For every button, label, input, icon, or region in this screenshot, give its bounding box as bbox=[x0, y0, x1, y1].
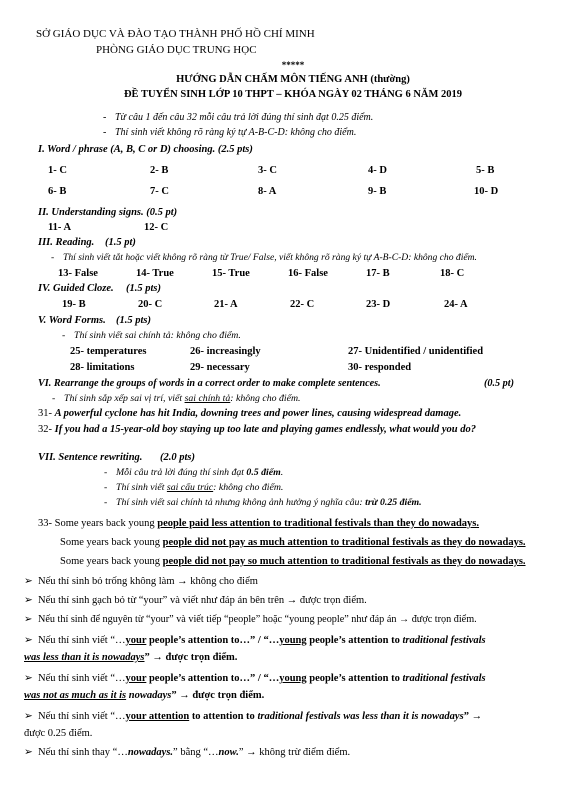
section-points: (0.5 pt) bbox=[484, 378, 514, 389]
answer-item: 6- B bbox=[48, 186, 67, 197]
section-heading: VI. Rearrange the groups of words in a correct order to make complete sentences. bbox=[38, 378, 381, 389]
department-line1: SỞ GIÁO DỤC VÀ ĐÀO TẠO THÀNH PHỐ HỒ CHÍ MINH bbox=[36, 28, 315, 40]
grading-rule: ➢ Nếu thí sinh bỏ trống không làm → không cho điểm bbox=[24, 576, 258, 587]
answer-item: 25- temperatures bbox=[70, 346, 147, 357]
answer-item: 4- D bbox=[368, 165, 387, 176]
section-heading: I. Word / phrase (A, B, C or D) choosing. (2.5 pts) bbox=[38, 144, 253, 155]
answer-item: 12- C bbox=[144, 222, 169, 233]
answer-31: 31- A powerful cyclone has hit India, downing trees and power lines, causing widespread damage. bbox=[38, 408, 462, 419]
section-heading: III. Reading. bbox=[38, 237, 95, 248]
answer-item: 24- A bbox=[444, 299, 468, 310]
arrow-bullet-icon: ➢ bbox=[24, 635, 33, 646]
section-note: - Thí sinh viết sai chính tả: không cho điểm. bbox=[74, 330, 241, 341]
answer-item: 21- A bbox=[214, 299, 238, 310]
answer-33-option: Some years back young people did not pay so much attention to traditional festivals as they do nowadays. bbox=[60, 556, 526, 567]
answer-item: 10- D bbox=[474, 186, 499, 197]
section-points: (1.5 pts) bbox=[126, 283, 161, 294]
section-note: - Thí sinh viết sai chính tả nhưng không ảnh hưởng ý nghĩa câu: trừ 0.25 điểm. bbox=[116, 497, 422, 508]
answer-item: 5- B bbox=[476, 165, 495, 176]
answer-item: 8- A bbox=[258, 186, 277, 197]
section-note: - Thí sinh viết tắt hoặc viết không rõ ràng từ True/ False, viết không rõ ràng ký tự A-B-C-D: không cho điểm. bbox=[63, 252, 477, 263]
section-points: (1.5 pts) bbox=[116, 315, 151, 326]
answer-item: 9- B bbox=[368, 186, 387, 197]
section-note: - Mỗi câu trả lời đúng thí sinh đạt 0.5 điểm. bbox=[116, 467, 283, 478]
answer-item: 29- necessary bbox=[190, 362, 250, 373]
document-title: HƯỚNG DẪN CHẤM MÔN TIẾNG ANH (thường) bbox=[176, 74, 410, 85]
answer-item: 23- D bbox=[366, 299, 391, 310]
grading-rule: ➢ Nếu thí sinh viết “…your people’s attention to…” / “…young people’s attention to traditional festivals was not as much as it is nowadays” → được trọn điểm. bbox=[38, 670, 558, 704]
arrow-bullet-icon: ➢ bbox=[24, 595, 33, 606]
answer-item: 1- C bbox=[48, 165, 67, 176]
answer-item: 17- B bbox=[366, 268, 390, 279]
answer-item: 11- A bbox=[48, 222, 72, 233]
section-points: (1.5 pt) bbox=[105, 237, 136, 248]
answer-item: 20- C bbox=[138, 299, 163, 310]
answer-item: 27- Unidentified / unidentified bbox=[348, 346, 484, 357]
answer-item: 16- False bbox=[288, 268, 328, 279]
answer-item: 28- limitations bbox=[70, 362, 135, 373]
section-points: (2.0 pts) bbox=[160, 452, 195, 463]
arrow-bullet-icon: ➢ bbox=[24, 747, 33, 758]
grading-rule: ➢ Nếu thí sinh viết “…your people’s attention to…” / “…young people’s attention to traditional festivals was less than it is nowadays” → được trọn điểm. bbox=[38, 632, 558, 666]
answer-item: 3- C bbox=[258, 165, 277, 176]
intro-note: - Từ câu 1 đến câu 32 mỗi câu trả lời đúng thí sinh đạt 0.25 điểm. bbox=[115, 112, 373, 123]
grading-rule: ➢ Nếu thí sinh thay “…nowadays.” bằng “…now.” → không trừ điểm điểm. bbox=[24, 747, 351, 758]
answer-item: 19- B bbox=[62, 299, 86, 310]
stars-separator: ***** bbox=[281, 60, 305, 70]
section-note: - Thí sinh sắp xếp sai vị trí, viết sai chính tả: không cho điểm. bbox=[64, 393, 300, 404]
department-line2: PHÒNG GIÁO DỤC TRUNG HỌC bbox=[96, 44, 257, 56]
answer-32: 32- If you had a 15-year-old boy staying up too late and playing games endlessly, what would you do? bbox=[38, 424, 476, 435]
answer-item: 14- True bbox=[136, 268, 174, 279]
intro-note: - Thí sinh viết không rõ ràng ký tự A-B-C-D: không cho điểm. bbox=[115, 127, 356, 138]
arrow-bullet-icon: ➢ bbox=[24, 614, 33, 625]
answer-item: 22- C bbox=[290, 299, 315, 310]
document-subtitle: ĐỀ TUYỂN SINH LỚP 10 THPT – KHÓA NGÀY 02 THÁNG 6 NĂM 2019 bbox=[123, 89, 463, 100]
grading-rule: ➢ Nếu thí sinh viết “…your attention to attention to traditional festivals was less than it is nowadays” → được 0.25 điểm. bbox=[38, 708, 558, 742]
grading-rule: ➢ Nếu thí sinh để nguyên từ “your” và viết tiếp “people” hoặc “young people” như đáp án → được trọn điểm. bbox=[24, 614, 477, 625]
section-note: - Thí sinh viết sai cấu trúc: không cho điểm. bbox=[116, 482, 283, 493]
section-heading: VII. Sentence rewriting. bbox=[38, 452, 143, 463]
answer-item: 13- False bbox=[58, 268, 98, 279]
answer-item: 2- B bbox=[150, 165, 169, 176]
answer-item: 18- C bbox=[440, 268, 465, 279]
arrow-bullet-icon: ➢ bbox=[24, 673, 33, 684]
answer-33-option: Some years back young people did not pay as much attention to traditional festivals as they do nowadays. bbox=[60, 537, 526, 548]
arrow-bullet-icon: ➢ bbox=[24, 576, 33, 587]
answer-item: 30- responded bbox=[348, 362, 412, 373]
answer-item: 15- True bbox=[212, 268, 250, 279]
answer-33-option: 33- Some years back young people paid less attention to traditional festivals than they do nowadays. bbox=[38, 518, 480, 529]
section-heading: IV. Guided Cloze. bbox=[38, 283, 114, 294]
grading-rule: ➢ Nếu thí sinh gạch bỏ từ “your” và viết như đáp án bên trên → được trọn điểm. bbox=[24, 595, 367, 606]
answer-item: 26- increasingly bbox=[190, 346, 261, 357]
section-heading: V. Word Forms. bbox=[38, 315, 106, 326]
answer-item: 7- C bbox=[150, 186, 169, 197]
section-heading: II. Understanding signs. (0.5 pt) bbox=[38, 207, 178, 218]
arrow-bullet-icon: ➢ bbox=[24, 711, 33, 722]
